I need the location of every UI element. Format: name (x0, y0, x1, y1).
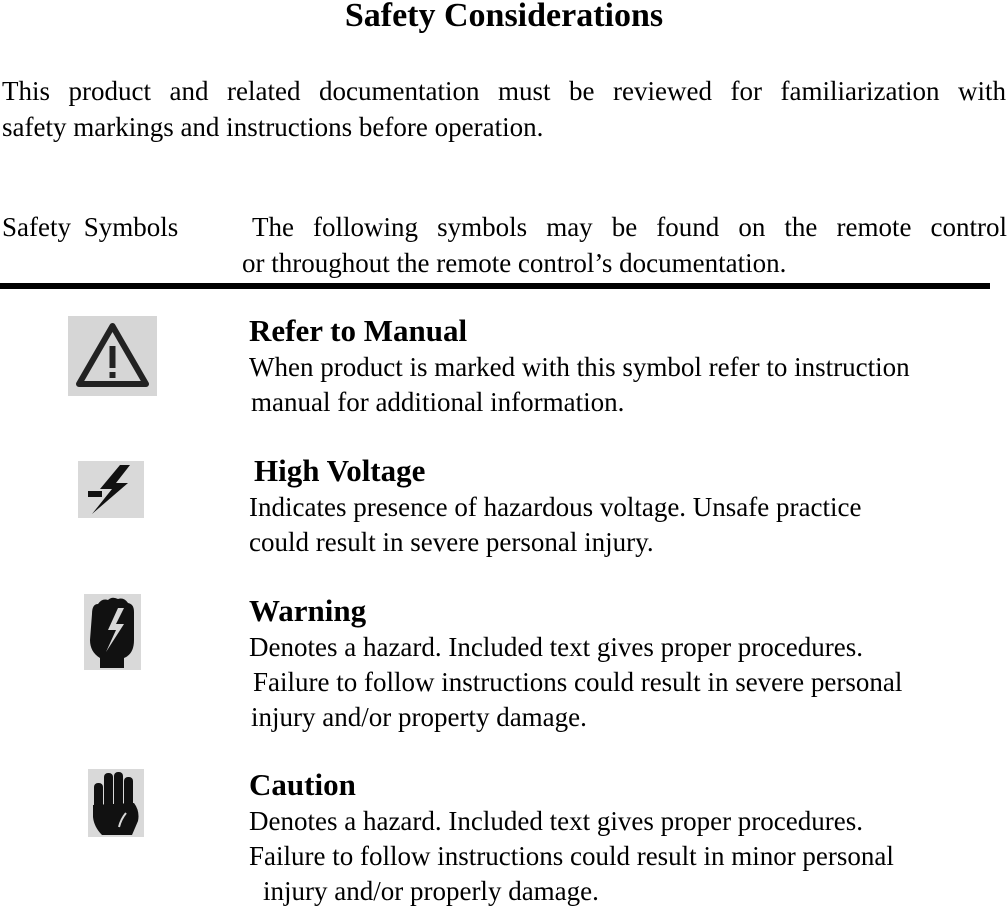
symbol-entry-high-voltage (249, 452, 989, 560)
entry-text-line: When product is marked with this symbol refer to instruction (249, 352, 910, 382)
description-line: The following symbols may be found on the remote control (252, 212, 1007, 242)
raised-hand-icon (88, 769, 144, 837)
entry-text-line: injury and/or property damage. (251, 702, 587, 732)
entry-text-line: Denotes a hazard. Included text gives proper procedures. (249, 806, 863, 836)
lightning-bolt-icon (78, 461, 144, 518)
section-divider (0, 283, 990, 289)
symbol-entry-refer-to-manual (249, 312, 989, 420)
entry-text-line: could result in severe personal injury. (249, 527, 654, 557)
entry-heading: Warning (249, 593, 367, 628)
safety-symbols-description (242, 209, 1007, 281)
entry-text-line: Indicates presence of hazardous voltage. Unsafe practice (249, 492, 862, 522)
entry-text-line: Failure to follow instructions could result in minor personal (249, 841, 894, 871)
entry-text-line: Failure to follow instructions could result in severe personal (253, 667, 903, 697)
intro-paragraph (2, 73, 1006, 145)
description-line: or throughout the remote control’s documentation. (242, 248, 787, 278)
entry-heading: Refer to Manual (249, 313, 468, 348)
hand-with-lightning-icon (84, 594, 141, 670)
entry-text-line: Denotes a hazard. Included text gives proper procedures. (249, 632, 863, 662)
warning-triangle-icon (68, 316, 157, 396)
intro-line: safety markings and instructions before operation. (2, 112, 544, 142)
entry-text-line: injury and/or properly damage. (263, 876, 599, 906)
entry-heading: High Voltage (254, 453, 426, 488)
entry-heading: Caution (249, 767, 356, 802)
safety-symbols-label: Safety Symbols (2, 212, 179, 242)
symbol-entry-warning (249, 592, 989, 735)
intro-line: This product and related documentation must be reviewed for familiarization with (2, 76, 1006, 106)
entry-text-line: manual for additional information. (251, 387, 625, 417)
symbol-entry-caution (249, 766, 989, 909)
page-title: Safety Considerations (344, 0, 664, 34)
